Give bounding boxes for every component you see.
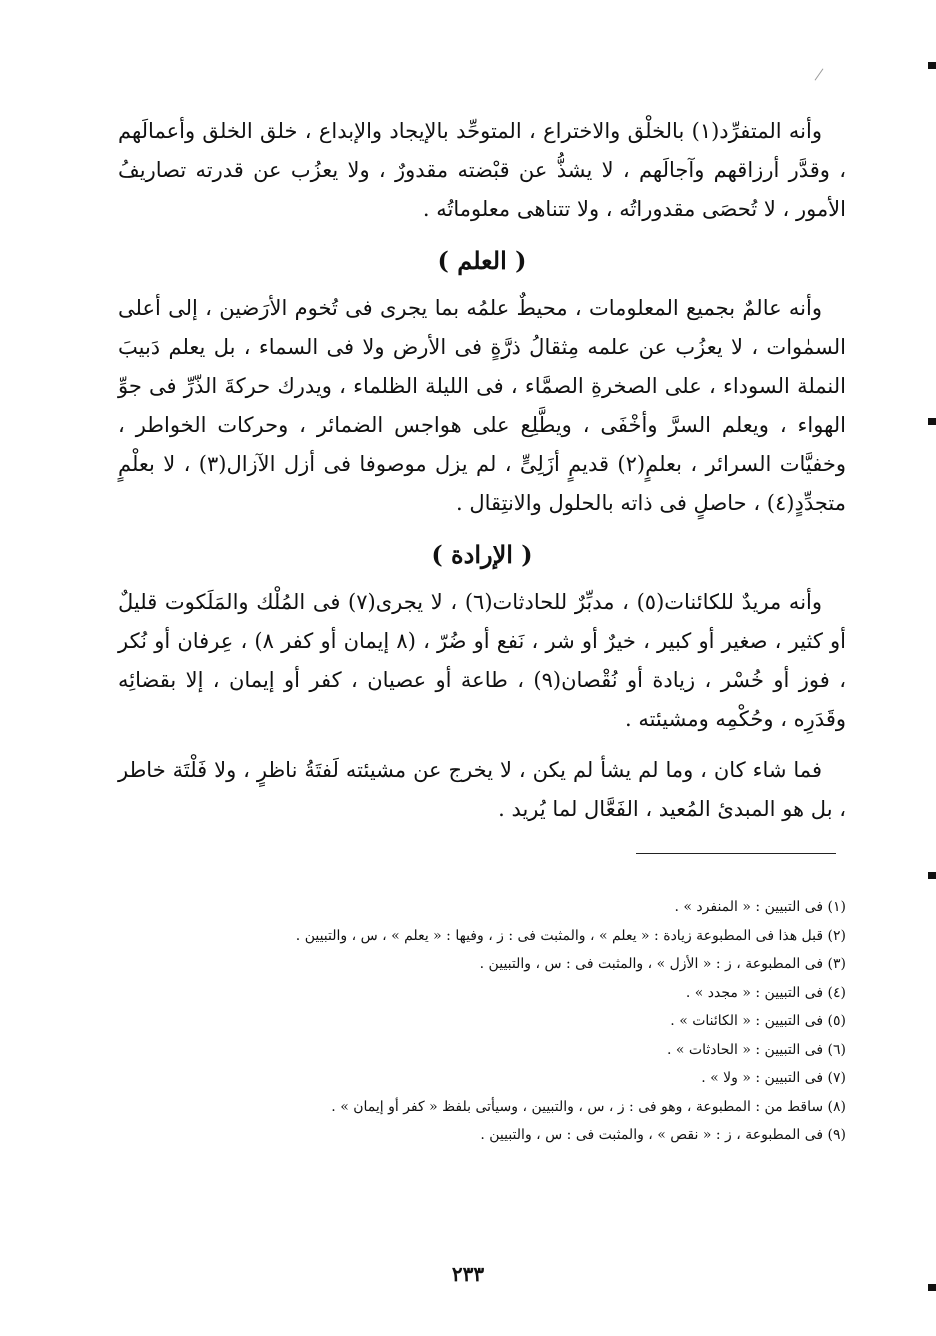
scan-edge-mark	[928, 872, 936, 879]
page-number: ٢٣٣	[451, 1262, 485, 1286]
footnotes	[118, 893, 846, 1150]
footnote: (٧) فى التبيين : « ولا » .	[701, 1070, 846, 1086]
scan-edge-mark	[928, 418, 936, 425]
footnote: (٨) ساقط من : المطبوعة ، وهو فى : ز ، س ، والتبيين ، وسيأتى بلفظ « كفر أو إيمان » .	[331, 1098, 846, 1115]
footnote: (١) فى التبيين : « المنفرد » .	[674, 899, 846, 915]
footnote-separator	[118, 843, 846, 867]
footnote: (٢) قبل هذا فى المطبوعة زيادة : « يعلم » ، والمثبت فى : ز ، وفيها : « يعلم » ، س ، والتبيين .	[295, 927, 846, 944]
footnote: (٦) فى التبيين : « الحادثات » .	[666, 1041, 846, 1058]
footnote: (٣) فى المطبوعة ، ز : « الأزل » ، والمثبت فى : س ، والتبيين .	[479, 956, 846, 972]
scan-scratch	[815, 68, 824, 80]
paragraph-divine-will: فما شاء كان ، وما لم يشأ لم يكن ، لا يخرج عن مشيئته لَفتَةُ ناظرٍ ، ولا فَلْتَة خاطر ، بل هو المبدئ المُعيد ، الفَعَّال لما يُريد .	[118, 758, 846, 821]
book-page	[118, 112, 846, 1302]
footnote: (٤) فى التبيين : « مجدد » .	[685, 984, 846, 1001]
footnote: (٩) فى المطبوعة ، ز : « نقص » ، والمثبت فى : س ، والتبيين .	[480, 1127, 846, 1143]
paragraph-knowledge: وأنه عالمٌ بجميع المعلومات ، محيطٌ علمُه بما يجرى فى تُخوم الأرَضين ، إلى أعلى السمٰوات ، لا يعزُب عن علمه مِثقالُ ذرَّةٍ فى الأرض ولا فى السماء ، بل يعلم دَبيبَ النملة السوداء ، على الصخرةِ الصمَّاء ، فى الليلة الظلماء ، ويدرك حركةَ الذّرِّ فى جوِّ الهواء ، ويعلم السرَّ وأخْفَى ، ويطَّلِع على هواجس الضمائر ، وحركات الخواطر ، وخفيَّات السرائر ، بعلمٍ(٢) قديمٍ أزَلِىٍّ ، لم يزل موصوفا فى أزل الآزال(٣) ، لا بعلْمٍ متجدِّدٍ(٤) ، حاصلٍ فى ذاته بالحلول والانتِقال .	[118, 296, 846, 515]
paragraph-creation: وأنه المتفرِّد(١) بالخلْق والاختراع ، المتوحِّد بالإيجاد والإبداع ، خلق الخلق وأعمالَهم ، وقدَّر أرزاقهم وآجالَهم ، لا يشذُّ عن قبْضته مقدورٌ ، ولا يعزُب عن قدرته تصاريفُ الأمور ، لا تُحصَى مقدوراتُه ، ولا تتناهى معلوماتُه .	[118, 119, 846, 221]
section-heading-knowledge: ( العلم )	[437, 246, 527, 275]
paragraph-will: وأنه مريدٌ للكائنات(٥) ، مدبِّرٌ للحادثات(٦) ، لا يجرى(٧) فى المُلْك والمَلَكوت قليلٌ أو كثير ، صغير أو كبير ، خيرٌ أو شر ، نَفع أو ضُرّ ، (٨ إيمان أو كفر ٨) ، عِرفان أو نُكر ، فوز أو خُسْر ، زيادة أو نُقْصان(٩) ، طاعة أو عصيان ، كفر أو إيمان ، إلا بقضائِه وقَدَرِه ، وحُكْمِه ومشيئته .	[118, 590, 847, 731]
footnote: (٥) فى التبيين : « الكائنات » .	[670, 1013, 846, 1029]
scan-edge-mark	[928, 62, 936, 69]
section-heading-will: ( الإرادة )	[431, 540, 533, 569]
